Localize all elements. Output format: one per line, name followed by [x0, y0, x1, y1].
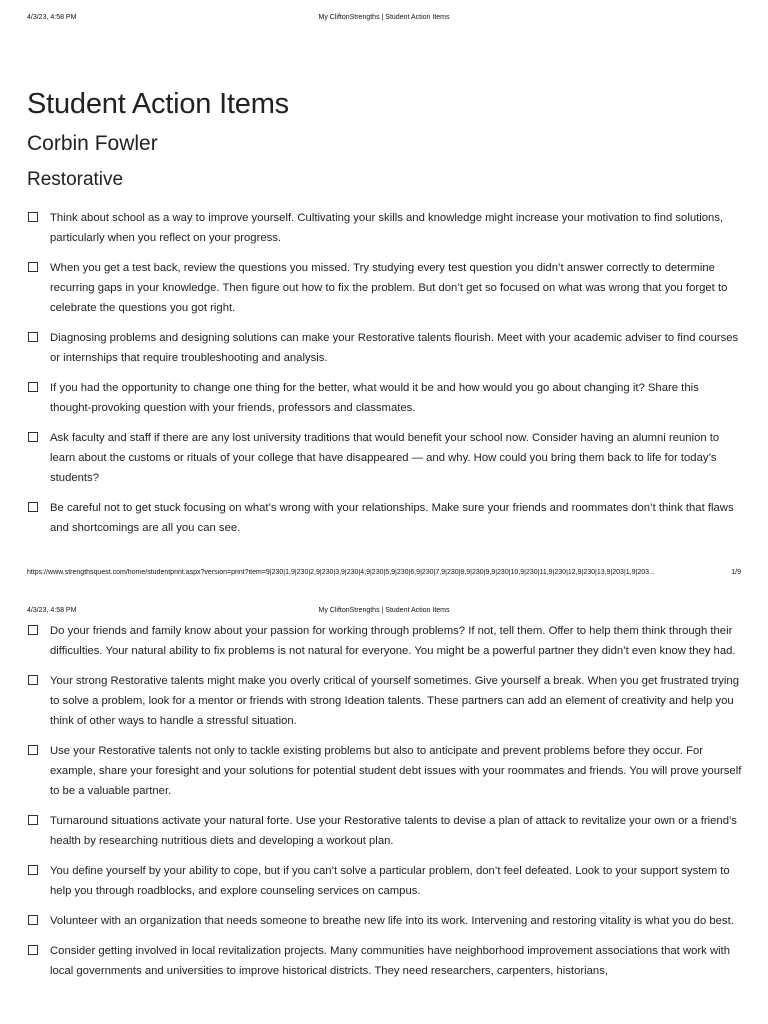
action-item-text: Use your Restorative talents not only to tackle existing problems but also to anticipate and prevent problems before they occur. For example, share your foresight and your solutions for potential student debt issues with your roommates and friends. You will prove yourself to be a valuable partner.	[50, 745, 742, 797]
action-item-checkbox[interactable]	[28, 675, 38, 685]
action-item-text: Turnaround situations activate your natural forte. Use your Restorative talents to devise a plan of attack to revitalize your own or a friend’s health by researching nutritious diets and developing a workout plan.	[50, 815, 737, 847]
action-item-text: Think about school as a way to improve yourself. Cultivating your skills and knowledge might increase your motivation to find solutions, particularly when you reflect on your progress.	[50, 212, 724, 244]
action-item-text: When you get a test back, review the questions you missed. Try studying every test question you didn’t answer correctly to determine recurring gaps in your knowledge. Then figure out how to fix the problem. But don’t get so focused on what was wrong that you forget to celebrate the questions you got right.	[50, 262, 728, 314]
action-item-checkbox[interactable]	[28, 815, 38, 825]
action-item	[27, 911, 743, 931]
action-item-text: Consider getting involved in local revitalization projects. Many communities have neighborhood improvement associations that work with local governments and universities to improve historical districts. They need researchers, carpenters, historians,	[50, 945, 731, 977]
action-item-checkbox[interactable]	[28, 382, 38, 392]
action-item-checkbox[interactable]	[28, 332, 38, 342]
action-item-text: You define yourself by your ability to cope, but if you can’t solve a particular problem, don’t feel defeated. Look to your support system to help you through roadblocks, and explore counseling services on campus.	[50, 865, 730, 897]
action-items-list	[27, 621, 743, 991]
print-datetime: 4/3/23, 4:58 PM	[27, 607, 77, 614]
print-footer-page-1	[0, 569, 768, 581]
action-item	[27, 258, 743, 318]
action-item	[27, 621, 743, 661]
theme-heading: Restorative	[27, 169, 124, 190]
action-item-checkbox[interactable]	[28, 865, 38, 875]
print-header-page-2	[0, 607, 768, 619]
print-header-page-1	[0, 14, 768, 26]
print-url: https://www.strengthsquest.com/home/studentprint.aspx?version=print?item=9|230|1,9|230|2,9|230|3,9|230|4,9|230|5,9|230|6,9|230|7,9|230|8,9|230|9,9|230|10,9|230|11,9|230|12,9|230|13,9|203|1,9|203...	[27, 569, 655, 576]
action-item	[27, 428, 743, 488]
action-item	[27, 861, 743, 901]
action-item-text: Your strong Restorative talents might make you overly critical of yourself sometimes. Give yourself a break. When you get frustrated trying to solve a problem, look for a mentor or friends with strong Ideation talents. These partners can add an element of creativity and help you think of other ways to handle a stressful situation.	[50, 675, 739, 727]
action-item	[27, 671, 743, 731]
action-item-checkbox[interactable]	[28, 945, 38, 955]
action-item	[27, 328, 743, 368]
print-datetime: 4/3/23, 4:58 PM	[27, 14, 77, 21]
action-item	[27, 741, 743, 801]
action-item-checkbox[interactable]	[28, 625, 38, 635]
action-item-text: Volunteer with an organization that needs someone to breathe new life into its work. Intervening and restoring vitality is what you do best.	[50, 915, 734, 927]
student-name: Corbin Fowler	[27, 132, 158, 155]
action-item	[27, 811, 743, 851]
action-items-list	[27, 208, 743, 548]
action-item-checkbox[interactable]	[28, 262, 38, 272]
action-item	[27, 208, 743, 248]
page-title: Student Action Items	[27, 88, 289, 120]
page-number: 1/9	[731, 569, 741, 576]
action-item-text: Diagnosing problems and designing solutions can make your Restorative talents flourish. Meet with your academic adviser to find courses or internships that require troubleshooting and analysis.	[50, 332, 739, 364]
action-item-text: Do your friends and family know about your passion for working through problems? If not, tell them. Offer to help them think through their difficulties. Your natural ability to fix problems is not natural for everyone. You might be a powerful partner they didn’t even know they had.	[50, 625, 736, 657]
action-item	[27, 941, 743, 981]
action-item-checkbox[interactable]	[28, 502, 38, 512]
action-item-text: Be careful not to get stuck focusing on what’s wrong with your relationships. Make sure your friends and roommates don’t think that flaws and shortcomings are all you can see.	[50, 502, 734, 534]
action-item-checkbox[interactable]	[28, 212, 38, 222]
print-page-title: My CliftonStrengths | Student Action Items	[318, 14, 450, 21]
print-page-title: My CliftonStrengths | Student Action Items	[318, 607, 450, 614]
action-item-checkbox[interactable]	[28, 432, 38, 442]
action-item	[27, 498, 743, 538]
action-item-checkbox[interactable]	[28, 915, 38, 925]
action-item-text: If you had the opportunity to change one thing for the better, what would it be and how would you go about changing it? Share this thought-provoking question with your friends, professors and classmates.	[50, 382, 699, 414]
action-item-text: Ask faculty and staff if there are any lost university traditions that would benefit your school now. Consider having an alumni reunion to learn about the customs or rituals of your college that have disappeared — and why. How could you bring them back to life for today’s students?	[50, 432, 720, 484]
action-item-checkbox[interactable]	[28, 745, 38, 755]
action-item	[27, 378, 743, 418]
